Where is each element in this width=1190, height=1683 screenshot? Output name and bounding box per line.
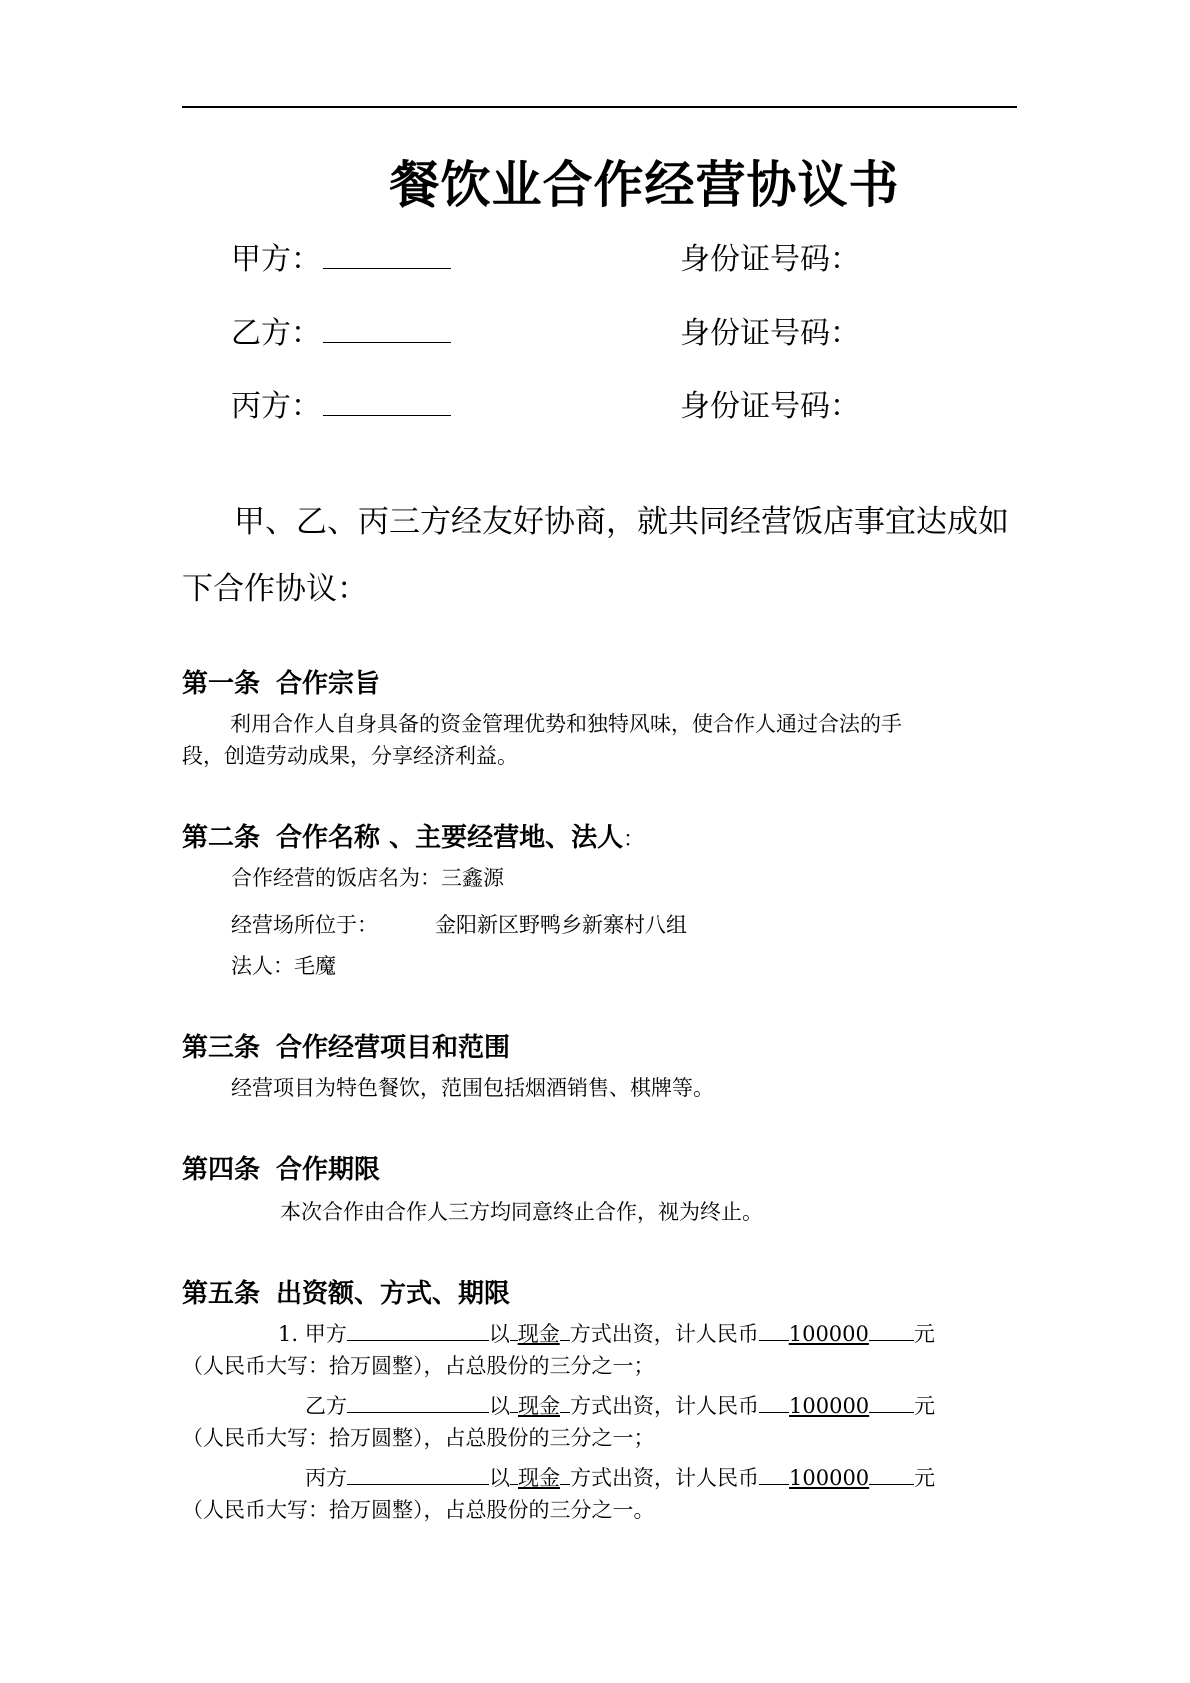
contribution-c-unit: 元 xyxy=(914,1466,936,1490)
contribution-b-unit: 元 xyxy=(914,1394,936,1418)
store-name-value: 三鑫源 xyxy=(441,866,504,890)
contribution-c-gap xyxy=(510,1462,518,1485)
contribution-c-name-blank[interactable] xyxy=(347,1462,489,1485)
contribution-c-post-amount xyxy=(869,1462,914,1485)
intro-line-2: 下合作协议： xyxy=(182,571,368,607)
location-value: 金阳新区野鸭乡新寨村八组 xyxy=(435,913,687,937)
party-a-label: 甲方： xyxy=(231,242,321,277)
party-a-blank[interactable] xyxy=(323,238,451,269)
contribution-a-unit: 元 xyxy=(913,1322,935,1346)
article-1-number: 第一条 xyxy=(182,669,261,699)
article-3-text: 经营项目为特色餐饮，范围包括烟酒销售、棋牌等。 xyxy=(231,1076,714,1100)
document-title: 餐饮业合作经营协议书 xyxy=(389,155,900,214)
article-2-title xyxy=(182,820,644,857)
article-2-name: 合作名称 、主要经营地、法人 xyxy=(276,823,624,853)
contribution-a-method: 现金 xyxy=(517,1322,560,1346)
party-b-blank[interactable] xyxy=(323,312,451,343)
article-4-name: 合作期限 xyxy=(276,1155,381,1185)
contribution-c-pre-amount xyxy=(759,1462,789,1485)
header-rule xyxy=(182,106,1017,108)
contribution-b-name-blank[interactable] xyxy=(347,1390,489,1413)
contribution-a-by: 以 xyxy=(488,1322,510,1346)
location-label: 经营场所位于： xyxy=(231,913,378,937)
contribution-a-gap xyxy=(510,1318,518,1341)
article-2-colon: ： xyxy=(623,827,645,851)
contribution-b-post-amount xyxy=(869,1390,914,1413)
article-4-text: 本次合作由合作人三方均同意终止合作，视为终止。 xyxy=(280,1200,763,1224)
article-1-name: 合作宗旨 xyxy=(276,669,381,699)
contribution-a-gap2 xyxy=(560,1318,570,1341)
party-a-id-label: 身份证号码： xyxy=(680,242,860,277)
intro-line-1: 甲、乙、丙三方经友好协商，就共同经营饭店事宜达成如 xyxy=(234,504,1009,540)
party-c-id-label: 身份证号码： xyxy=(680,389,860,424)
contribution-b-line xyxy=(305,1390,935,1422)
contribution-b-by: 以 xyxy=(489,1394,510,1418)
article-1-title xyxy=(182,666,380,702)
article-4-number: 第四条 xyxy=(182,1155,261,1185)
contribution-c-gap2 xyxy=(560,1462,570,1485)
contribution-c-method: 现金 xyxy=(518,1466,560,1490)
contribution-b-pre-amount xyxy=(759,1390,789,1413)
party-c-blank[interactable] xyxy=(323,385,451,416)
article-1-line-1: 利用合作人自身具备的资金管理优势和独特风味，使合作人通过合法的手 xyxy=(230,712,902,736)
article-3-name: 合作经营项目和范围 xyxy=(276,1033,511,1063)
contribution-b-amount: 100000 xyxy=(789,1394,870,1418)
contribution-b-mid: 方式出资，计人民币 xyxy=(570,1394,759,1418)
contribution-c-by: 以 xyxy=(489,1466,510,1490)
party-c-label: 丙方： xyxy=(231,389,321,424)
article-5-number: 第五条 xyxy=(182,1279,261,1309)
article-3-number: 第三条 xyxy=(182,1033,261,1063)
contribution-b-gap xyxy=(510,1390,518,1413)
contribution-c-line-2: （人民币大写：拾万圆整），占总股份的三分之一。 xyxy=(182,1498,655,1522)
article-2-number: 第二条 xyxy=(182,823,261,853)
contribution-b-prefix: 乙方 xyxy=(305,1394,347,1418)
contribution-c-line xyxy=(305,1462,935,1494)
article-3-title xyxy=(182,1030,510,1066)
store-name-line xyxy=(231,862,504,894)
contribution-c-mid: 方式出资，计人民币 xyxy=(570,1466,759,1490)
party-c-row xyxy=(231,385,451,429)
contribution-a-line-2: （人民币大写：拾万圆整），占总股份的三分之一； xyxy=(182,1354,655,1378)
contribution-a-line xyxy=(278,1318,935,1350)
article-5-name: 出资额、方式、期限 xyxy=(276,1279,511,1309)
legal-person-label: 法人： xyxy=(231,954,294,978)
contribution-a-mid: 方式出资，计人民币 xyxy=(569,1322,759,1346)
party-b-label: 乙方： xyxy=(231,316,321,351)
contribution-b-line-2: （人民币大写：拾万圆整），占总股份的三分之一； xyxy=(182,1426,655,1450)
contribution-b-gap2 xyxy=(560,1390,570,1413)
article-4-title xyxy=(182,1152,380,1188)
party-b-id-label: 身份证号码： xyxy=(680,316,860,351)
contribution-a-post-amount xyxy=(869,1318,914,1341)
contribution-a-name-blank[interactable] xyxy=(347,1318,489,1341)
contribution-c-prefix: 丙方 xyxy=(305,1466,347,1490)
article-5-title xyxy=(182,1276,510,1312)
store-name-label: 合作经营的饭店名为： xyxy=(231,866,441,890)
contribution-c-amount: 100000 xyxy=(789,1466,870,1490)
legal-person-line xyxy=(231,950,336,982)
location-line xyxy=(231,909,378,941)
contribution-a-amount: 100000 xyxy=(788,1322,869,1346)
article-1-line-2: 段，创造劳动成果，分享经济利益。 xyxy=(182,744,518,768)
party-b-row xyxy=(231,312,451,356)
contribution-a-prefix: 1. 甲方 xyxy=(278,1322,347,1346)
contribution-b-method: 现金 xyxy=(518,1394,560,1418)
contribution-a-pre-amount xyxy=(759,1318,789,1341)
party-a-row xyxy=(231,238,451,282)
legal-person-value: 毛魔 xyxy=(294,954,336,978)
